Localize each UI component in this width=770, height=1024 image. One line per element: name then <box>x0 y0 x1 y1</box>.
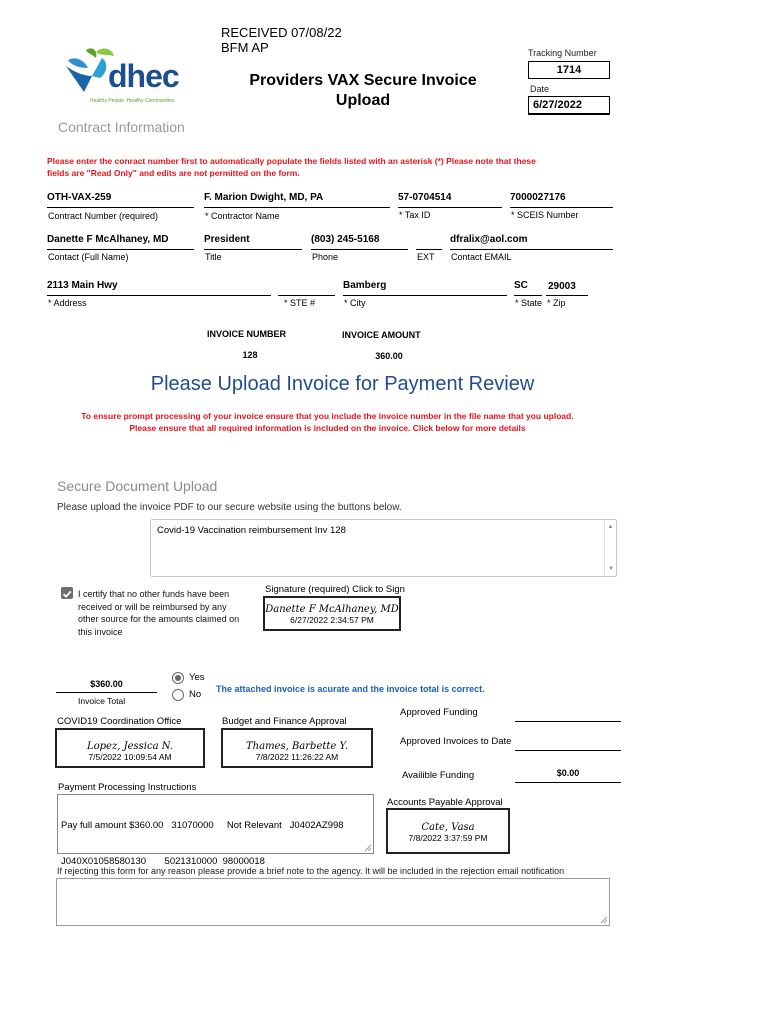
invoice-total-label: Invoice Total <box>78 696 126 706</box>
approved-funding-label: Approved Funding <box>400 707 478 718</box>
signature-timestamp: 6/27/2022 2:34:57 PM <box>290 615 374 625</box>
title-line1: Providers VAX Secure Invoice <box>249 72 477 89</box>
logo-brand: dhec <box>108 58 179 94</box>
invoice-amount-label: INVOICE AMOUNT <box>342 330 421 340</box>
payment-instructions-line2: J040X01058580130 5021310000 98000018 <box>61 856 265 867</box>
radio-yes[interactable] <box>172 672 184 684</box>
page-title <box>228 71 498 111</box>
scroll-down-icon[interactable]: ▼ <box>608 566 614 572</box>
certify-text <box>78 588 239 638</box>
phone-label: Phone <box>312 252 339 262</box>
sceis-number-field[interactable]: 7000027176 <box>510 192 613 208</box>
zip-field[interactable]: 29003 <box>546 280 588 296</box>
upload-notice <box>0 410 655 434</box>
zip-label: * Zip <box>547 298 566 308</box>
contract-number-field[interactable]: OTH-VAX-259 <box>47 192 194 208</box>
checkmark-icon <box>61 588 73 600</box>
upload-heading: Please Upload Invoice for Payment Review <box>150 373 535 395</box>
accuracy-statement: The attached invoice is acurate and the invoice total is correct. <box>216 684 485 694</box>
secure-upload-heading: Secure Document Upload <box>57 478 218 494</box>
upload-notice-line2: Please ensure that all required information is included on the invoice. Click below for more details <box>129 423 526 433</box>
certify-line3: other source for the amounts claimed on <box>78 614 240 624</box>
tracking-number-field[interactable]: 1714 <box>528 61 610 79</box>
radio-yes-dot <box>175 675 181 681</box>
title-label: Title <box>205 252 222 262</box>
invoice-amount-value: 360.00 <box>375 351 403 361</box>
date-label: Date <box>530 84 550 94</box>
budget-approval-signature-box[interactable] <box>221 728 373 768</box>
certify-line1: I certify that no other funds have been <box>78 589 230 599</box>
date-field[interactable]: 6/27/2022 <box>528 96 610 115</box>
covid-office-timestamp: 7/5/2022 10:09:54 AM <box>88 752 172 762</box>
contact-name-label: Contact (Full Name) <box>48 252 129 262</box>
radio-yes-label: Yes <box>189 672 205 683</box>
sceis-number-label: * SCEIS Number <box>511 210 579 220</box>
state-label: * State <box>515 298 543 308</box>
resize-handle-icon[interactable] <box>364 844 372 852</box>
approved-invoices-field[interactable] <box>515 736 621 751</box>
address-label: * Address <box>48 298 87 308</box>
covid-office-signature-box[interactable] <box>55 728 205 768</box>
title-line2: Upload <box>335 92 391 109</box>
ap-approval-signature-box[interactable] <box>386 808 510 854</box>
contractor-name-field[interactable]: F. Marion Dwight, MD, PA <box>204 192 390 208</box>
certify-line4: this invoice <box>78 626 123 637</box>
textarea-scrollbar[interactable] <box>604 520 616 576</box>
scroll-up-icon[interactable]: ▲ <box>607 524 614 530</box>
city-label: * City <box>344 298 366 308</box>
stamp-line2: BFM AP <box>221 40 269 55</box>
ext-field[interactable] <box>416 234 442 250</box>
stamp-line1: RECEIVED 07/08/22 <box>221 25 342 40</box>
address-field[interactable]: 2113 Main Hwy <box>47 280 271 296</box>
budget-approval-timestamp: 7/8/2022 11:26:22 AM <box>255 752 339 762</box>
contract-notice <box>47 155 647 179</box>
upload-notice-line1: To ensure prompt processing of your invoice ensure that you include the invoice number in the file name that you upload. <box>81 411 574 421</box>
invoice-total-field[interactable]: $360.00 <box>56 679 157 693</box>
signature-label: Signature (required) Click to Sign <box>265 584 405 595</box>
title-field[interactable]: President <box>204 234 302 250</box>
notice-line2: fields are "Read Only" and edits are not permitted on the form. <box>47 168 300 178</box>
dhec-logo <box>62 46 202 108</box>
covid-office-label: COVID19 Coordination Office <box>57 716 182 727</box>
budget-approval-label: Budget and Finance Approval <box>222 716 347 727</box>
contractor-name-label: * Contractor Name <box>205 211 280 221</box>
reject-note-textarea[interactable] <box>56 878 610 926</box>
ap-approval-label: Accounts Payable Approval <box>387 797 503 808</box>
payment-instructions-label: Payment Processing Instructions <box>58 782 197 793</box>
contract-info-heading: Contract Information <box>58 119 185 135</box>
ext-label: EXT <box>417 252 435 262</box>
ap-approval-name: Cate, Vasa <box>421 822 475 833</box>
ste-label: * STE # <box>284 298 316 308</box>
city-field[interactable]: Bamberg <box>343 280 507 296</box>
payment-instructions-textarea[interactable] <box>57 794 374 867</box>
received-stamp <box>221 25 342 55</box>
invoice-number-value: 128 <box>242 350 258 360</box>
certify-line2: received or will be reimbursed by any <box>78 601 227 612</box>
available-funding-field[interactable]: $0.00 <box>515 768 621 783</box>
ap-approval-timestamp: 7/8/2022 3:37:59 PM <box>408 833 488 843</box>
tax-id-field[interactable]: 57-0704514 <box>398 192 502 208</box>
contact-name-field[interactable]: Danette F McAlhaney, MD <box>47 234 194 250</box>
budget-approval-name: Thames, Barbette Y. <box>246 741 348 752</box>
email-label: Contact EMAIL <box>451 252 512 262</box>
notice-line1: Please enter the conract number first to automatically populate the fields listed with an asterisk (*) Please note that these <box>47 156 536 166</box>
payment-instructions-line1: Pay full amount $360.00 31070000 Not Relevant J0402AZ998 <box>61 820 344 831</box>
logo-tagline: Healthy People. Healthy Communities. <box>90 98 176 104</box>
ste-field[interactable] <box>278 280 335 296</box>
tracking-label: Tracking Number <box>528 48 597 58</box>
email-field[interactable]: dfralix@aol.com <box>450 234 613 250</box>
resize-handle-icon[interactable] <box>600 916 608 924</box>
secure-upload-instructions: Please upload the invoice PDF to our secure website using the buttons below. <box>57 502 402 513</box>
contract-number-label: Contract Number (required) <box>48 211 159 221</box>
approved-funding-field[interactable] <box>515 707 621 722</box>
reject-note-label: If rejecting this form for any reason please provide a brief note to the agency. It will be included in the rejection email notification <box>57 866 565 876</box>
available-funding-label: Availible Funding <box>402 770 475 781</box>
covid-office-name: Lopez, Jessica N. <box>86 741 174 752</box>
upload-description-textarea[interactable] <box>150 519 617 577</box>
invoice-number-label: INVOICE NUMBER <box>207 329 287 339</box>
radio-no-label: No <box>189 689 202 700</box>
radio-no[interactable] <box>172 689 184 701</box>
signature-box[interactable] <box>263 596 401 631</box>
signature-name: Danette F McAlhaney, MD <box>265 604 399 615</box>
phone-field[interactable]: (803) 245-5168 <box>311 234 408 250</box>
approved-invoices-label: Approved Invoices to Date <box>400 736 512 747</box>
state-field[interactable]: SC <box>514 280 542 296</box>
certify-checkbox[interactable] <box>61 587 73 599</box>
upload-description-text: Covid-19 Vaccination reimbursement Inv 128 <box>157 525 346 536</box>
tax-id-label: * Tax ID <box>399 210 431 220</box>
